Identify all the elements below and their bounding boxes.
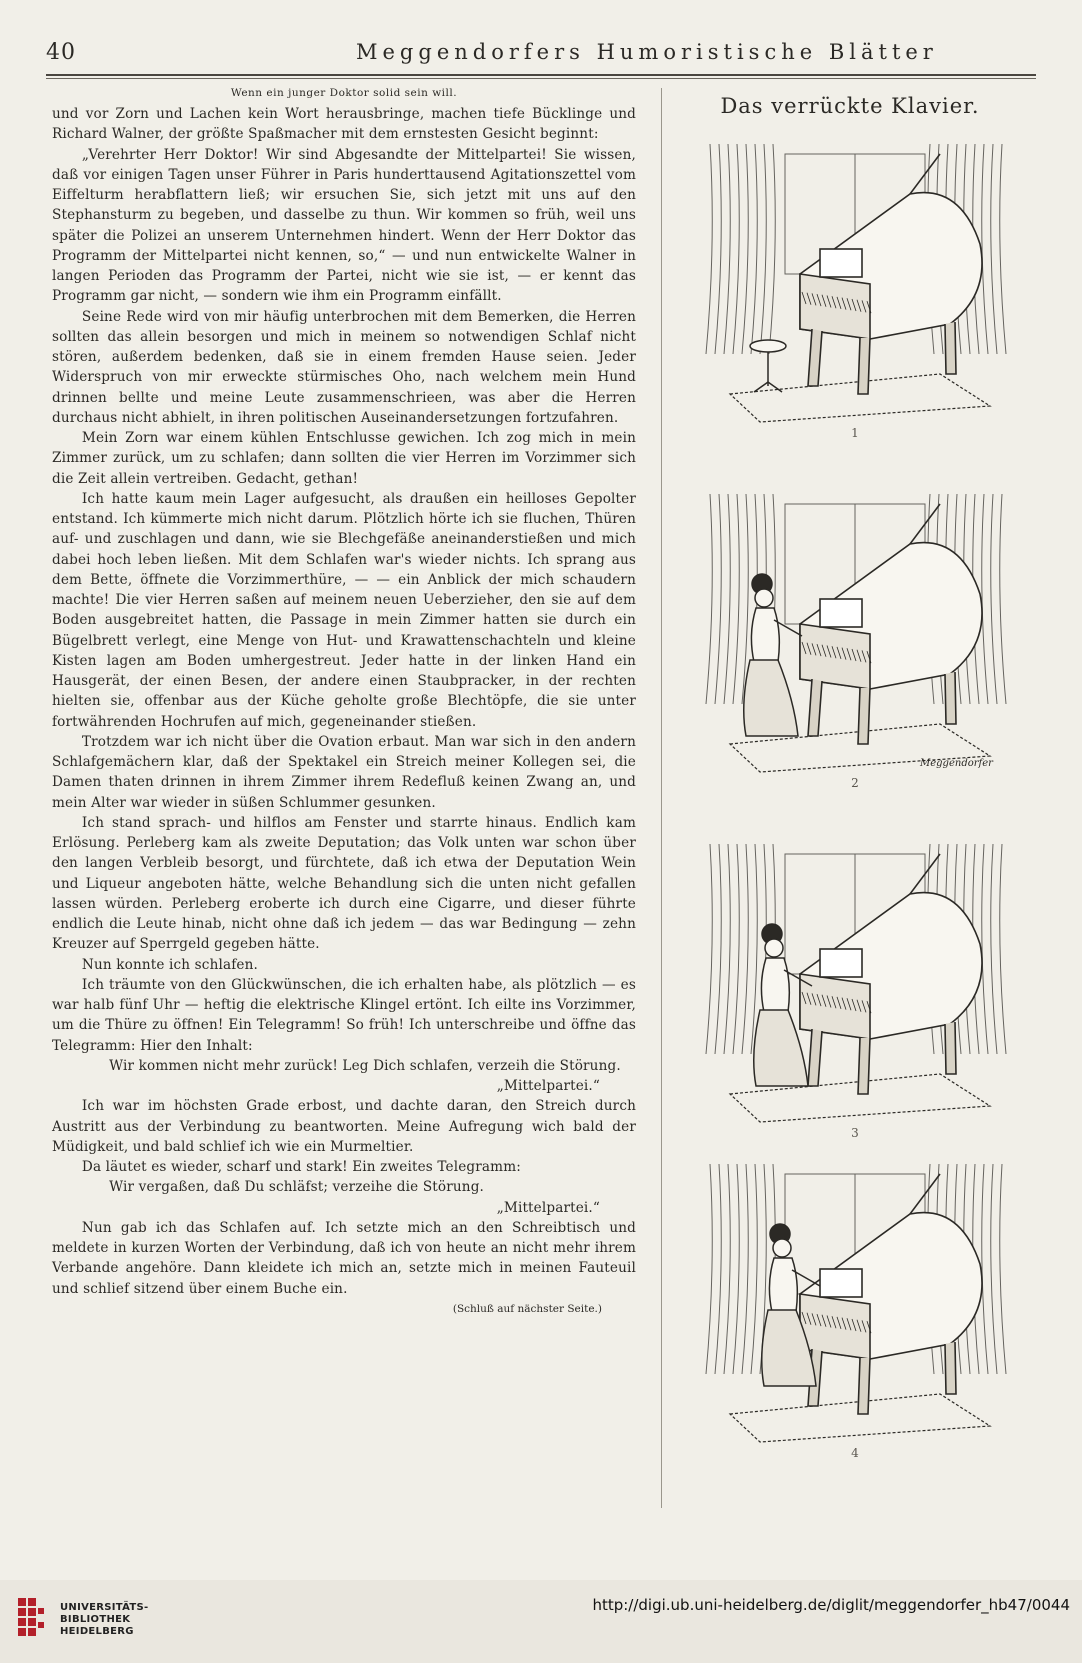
library-name-line: BIBLIOTHEK bbox=[60, 1614, 131, 1625]
library-name[interactable] bbox=[60, 1602, 149, 1638]
comic-panel bbox=[690, 124, 1020, 444]
comic-panel bbox=[690, 1144, 1020, 1464]
article-paragraph: Wir vergaßen, daß Du schläfst; verzeihe die Störung. bbox=[109, 1179, 485, 1196]
article-paragraph: Da läutet es wieder, scharf und stark! Ein zweites Telegramm: bbox=[81, 1159, 521, 1175]
library-logo-icon[interactable] bbox=[16, 1592, 46, 1652]
article-subtitle: Wenn ein junger Doktor solid sein will. bbox=[230, 87, 458, 99]
journal-title: Meggendorfers Humoristische Blätter bbox=[356, 40, 938, 64]
article-paragraph: Trotzdem war ich nicht über die Ovation erbaut. Man war sich in den andern Schlafgemächern klar, daß der Spektakel ein Streich meiner Kollegen sei, die Damen thaten drinnen in ihrem Zimmer ihrem Redefluß keinen Zwang an, und mein Alter war wieder in süßen Schlummer gesunken. bbox=[52, 733, 636, 811]
digitization-footer bbox=[0, 1580, 1082, 1663]
article-body bbox=[52, 104, 636, 1299]
article-paragraph: Ich war im höchsten Grade erbost, und dachte daran, den Streich durch Austritt aus der Verbindung zu beantworten. Meine Aufregung wich bald der Müdigkeit, und bald schlief ich wie ein Murmeltier. bbox=[52, 1098, 636, 1155]
article-paragraph: Ich hatte kaum mein Lager aufgesucht, als draußen ein heilloses Gepolter entstand. Ich kümmerte mich nicht darum. Plötzlich hörte ich sie fluchen, Thüren auf- und zuschlagen und dann, wie sie Blechgefäße aneinanderstießen und mich dabei hoch leben ließen. Mit dem Schlafen war's wieder nichts. Ich sprang aus dem Bette, öffnete die Vorzimmerthüre, — — ein Anblick der mich schaudern machte! Die vier Herren saßen auf meinem neuen Ueberzieher, den sie auf dem Boden ausgebreitet hatten, die Passage in mein Zimmer hatten sie durch ein Bügelbrett verlegt, eine Menge von Hut- und Krawattenschachteln und kleine Kisten lagen am Boden umhergestreut. Jeder hatte in der linken Hand ein Hausgerät, der einen Besen, der andere einen Staubpracker, in der rechten hielten sie, offenbar aus der Küche geholte große Blechtöpfe, die sie unter fortwährenden Hochrufen auf mich, gegeneinander stießen. bbox=[52, 490, 636, 730]
article-paragraph: Mein Zorn war einem kühlen Entschlusse gewichen. Ich zog mich in mein Zimmer zurück, um zu schlafen; dann sollten die vier Herren im Vorzimmer sich die Zeit allein vertreiben. Gedacht, gethan! bbox=[52, 430, 636, 487]
column-divider bbox=[661, 88, 662, 1508]
article-paragraph: „Mittelpartei.“ bbox=[496, 1199, 600, 1216]
article-paragraph: Nun konnte ich schlafen. bbox=[81, 956, 258, 973]
comic-panel bbox=[690, 824, 1020, 1144]
running-head bbox=[46, 36, 1036, 68]
article-paragraph: und vor Zorn und Lachen kein Wort herausbringe, machen tiefe Bücklinge und Richard Walner, der größte Spaßmacher mit dem ernstesten Gesicht beginnt: bbox=[52, 106, 636, 143]
source-url-link[interactable]: http://digi.ub.uni-heidelberg.de/diglit/meggendorfer_hb47/0044 bbox=[592, 1596, 1070, 1614]
article-paragraph: Seine Rede wird von mir häufig unterbrochen mit dem Bemerken, die Herren sollten das allein besorgen und mich in meinem so notwendigen Schlaf nicht stören, außerdem bedenken, daß sie in einem fremden Hause seien. Jeder Widerspruch von mir erweckte stürmisches Oho, nach welchem mein Hund drinnen bellte und meine Leute zusammenschrieen, was aber die Herren durchaus nicht abhielt, in ihren politischen Auseinandersetzungen fortzufahren. bbox=[52, 308, 636, 426]
panel-number: 1 bbox=[851, 426, 859, 440]
article-paragraph: Ich stand sprach- und hilflos am Fenster und starrte hinaus. Endlich kam Erlösung. Perleberg kam als zweite Deputation; das Volk unten war schon über den langen Verbleib besorgt, und fürchtete, daß ich etwa der Deputation Wein und Liqueur angeboten hätte, welche Behandlung sich die unten nicht gefallen lassen würden. Perleberg eroberte ich durch eine Cigarre, und dieser führte endlich die Leute hinab, nicht ohne daß ich jedem — das war Bedingung — zehn Kreuzer auf Sperrgeld gegeben hätte. bbox=[52, 814, 636, 953]
panel-number: 2 bbox=[851, 776, 859, 790]
comic-panel-drawing bbox=[690, 1144, 1020, 1444]
pianist-figure bbox=[744, 574, 802, 736]
article-paragraph: „Mittelpartei.“ bbox=[496, 1078, 600, 1094]
library-name-line: HEIDELBERG bbox=[60, 1626, 134, 1637]
comic-title: Das verrückte Klavier. bbox=[720, 94, 980, 118]
library-name-line: UNIVERSITÄTS- bbox=[60, 1602, 149, 1613]
piano-stool bbox=[750, 340, 786, 392]
panel-number: 4 bbox=[851, 1446, 859, 1460]
page-number: 40 bbox=[46, 40, 76, 65]
article-column bbox=[52, 84, 636, 1315]
comic-panel-drawing bbox=[690, 824, 1020, 1124]
panel-number: 3 bbox=[851, 1126, 859, 1140]
article-paragraph: „Verehrter Herr Doktor! Wir sind Abgesandte der Mittelpartei! Sie wissen, daß vor einigen Tagen unser Führer in Paris hunderttausend Agitationszettel vom Eiffelturm herabflattern ließ; wir ersuchen Sie, sich jetzt mit uns auf den Stephansturm zu begeben, und dasselbe zu thun. Wir kommen so früh, weil uns später die Polizei an unserem Unternehmen hindert. Wenn der Herr Doktor das Programm der Mittelpartei nicht kennen, so,“ — und nun entwickelte Walner in langen Perioden das Programm der Partei, nicht wie sie ist, — er kennt das Programm gar nicht, — sondern wie ihm ein Programm einfällt. bbox=[52, 146, 636, 305]
continued-note: (Schluß auf nächster Seite.) bbox=[452, 1302, 602, 1315]
article-paragraph: Ich träumte von den Glückwünschen, die ich erhalten habe, als plötzlich — es war halb fünf Uhr — heftig die elektrische Klingel ertönt. Ich eilte ins Vorzimmer, um die Thüre zu öffnen! Ein Telegramm! So früh! Ich unterschreibe und öffne das Telegramm: Hier den Inhalt: bbox=[52, 976, 636, 1054]
comic-strip-column bbox=[690, 84, 1020, 1514]
comic-panel-drawing bbox=[690, 124, 1020, 424]
article-paragraph: Wir kommen nicht mehr zurück! Leg Dich schlafen, verzeih die Störung. bbox=[109, 1057, 621, 1074]
header-rule bbox=[46, 74, 1036, 76]
comic-panel bbox=[690, 474, 1020, 794]
artist-signature: Meggendorfer bbox=[920, 758, 993, 769]
header-rule-thin bbox=[46, 78, 1036, 79]
article-paragraph: Nun gab ich das Schlafen auf. Ich setzte mich an den Schreibtisch und meldete in kurzen Worten der Verbindung, daß ich von heute an nicht mehr ihrem Verbande angehöre. Dann kleidete ich mich an, setzte mich in meinen Fauteuil und schlief sitzend über einem Buche ein. bbox=[52, 1219, 636, 1297]
comic-panel-drawing bbox=[690, 474, 1020, 774]
